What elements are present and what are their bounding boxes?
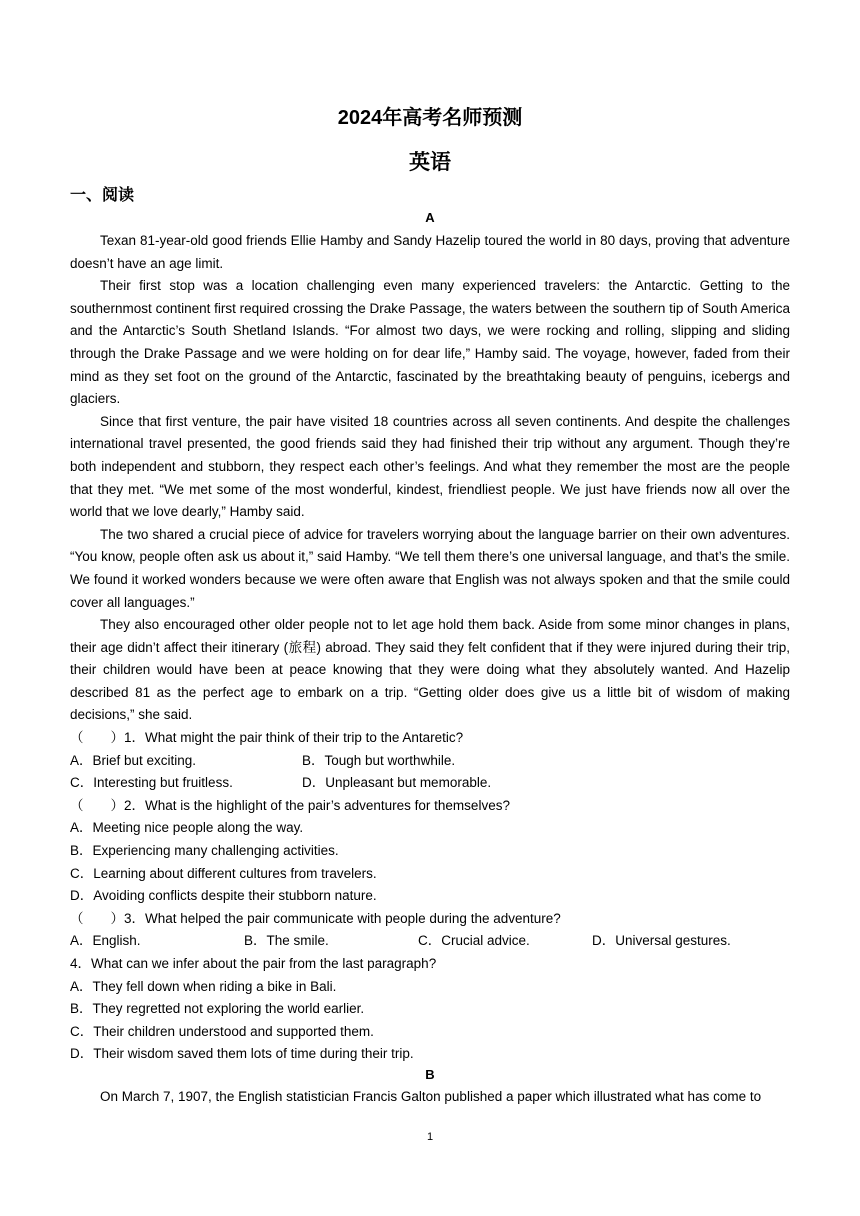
option-c: C．Crucial advice. (418, 933, 530, 949)
question-3 (70, 908, 790, 953)
passage-paragraph: Since that first venture, the pair have visited 18 countries across all seven continents. And despite the challenges international travel presented, the good friends said they had finished their trip without any argument. Though they’re both independent and stubborn, they respect each other’s feelings. And what they remember the most are the people that they met. “We met some of the most wonderful, kindest, friendliest people. We just have friends now all over the world that we love dearly,” Hamby said. (70, 413, 790, 520)
question-stem: （ ）3．What helped the pair communicate with people during the adventure? (70, 910, 561, 926)
page-number: 1 (426, 1131, 434, 1143)
option-d: D．Avoiding conflicts despite their stubborn nature. (70, 888, 377, 904)
option-d: D．Universal gestures. (592, 933, 731, 949)
options-row (70, 930, 790, 953)
option-c: C．Their children understood and supported them. (70, 1023, 374, 1039)
section-heading: 一、阅读 (70, 187, 135, 204)
option-b: B．Tough but worthwhile. (302, 752, 456, 768)
option-c: C．Interesting but fruitless. (70, 775, 233, 791)
option-d: D．Unpleasant but memorable. (302, 775, 492, 791)
question-stem: （ ）2．What is the highlight of the pair’s adventures for themselves? (70, 797, 510, 813)
passage-paragraph: The two shared a crucial piece of advice for travelers worrying about the language barrier on their own adventures. “You know, people often ask us about it,” said Hamby. “We tell them there’s one universal language, and that’s the smile. We found it worked wonders because we were often aware that English was not always spoken and that the smile could cover all languages.” (70, 526, 790, 610)
passage-b-first-line: On March 7, 1907, the English statistician Francis Galton published a paper which illustrated what has come to (100, 1089, 762, 1104)
option-c: C．Learning about different cultures from travelers. (70, 865, 377, 881)
option-b: B．They regretted not exploring the world earlier. (70, 1001, 365, 1017)
option-a: A．Brief but exciting. (70, 752, 197, 768)
subject-title: 英语 (409, 151, 451, 174)
question-stem: （ ）1．What might the pair think of their trip to the Antaretic? (70, 730, 464, 746)
exam-title: 2024年高考名师预测 (337, 107, 523, 129)
options-row (70, 750, 790, 773)
passage-a-body (70, 230, 790, 1066)
passage-paragraph: Texan 81-year-old good friends Ellie Hamby and Sandy Hazelip toured the world in 80 days, proving that adventure doesn’t have an age limit. (70, 233, 790, 271)
option-a: A．Meeting nice people along the way. (70, 820, 304, 836)
question-stem: 4．What can we infer about the pair from the last paragraph? (70, 956, 437, 971)
option-b: B．Experiencing many challenging activities. (70, 843, 339, 859)
options-row (70, 772, 790, 795)
question-1 (70, 727, 790, 795)
question-4 (70, 953, 790, 1066)
option-a: A．They fell down when riding a bike in Bali. (70, 978, 337, 994)
passage-b-label: B (425, 1067, 435, 1082)
option-a: A．English. (70, 933, 141, 949)
passage-paragraph: Their first stop was a location challenging even many experienced travelers: the Antarctic. Getting to the southernmost continent first required crossing the Drake Passage, the waters between the southern tip of South America and the Antarctic’s South Shetland Islands. “For almost two days, we were rocking and rolling, slipping and sliding through the Drake Passage and we were holding on for dear life,” Hamby said. The voyage, however, faded from their mind as they set foot on the ground of the Antarctic, fascinated by the breathtaking beauty of penguins, icebergs and glaciers. (70, 278, 790, 407)
option-b: B．The smile. (244, 933, 329, 949)
question-2 (70, 795, 790, 908)
passage-paragraph: They also encouraged other older people not to let age hold them back. Aside from some minor changes in plans, their age didn’t affect their itinerary (旅程) abroad. They said they felt confident that if they were injured during their trip, their children would have been at peace knowing that they were doing what they absolutely wanted. And Hazelip described 81 as the perfect age to embark on a trip. “Getting older does give us a little bit of wisdom of making decisions,” she said. (70, 617, 790, 723)
passage-a-label: A (425, 210, 435, 225)
option-d: D．Their wisdom saved them lots of time during their trip. (70, 1046, 414, 1062)
